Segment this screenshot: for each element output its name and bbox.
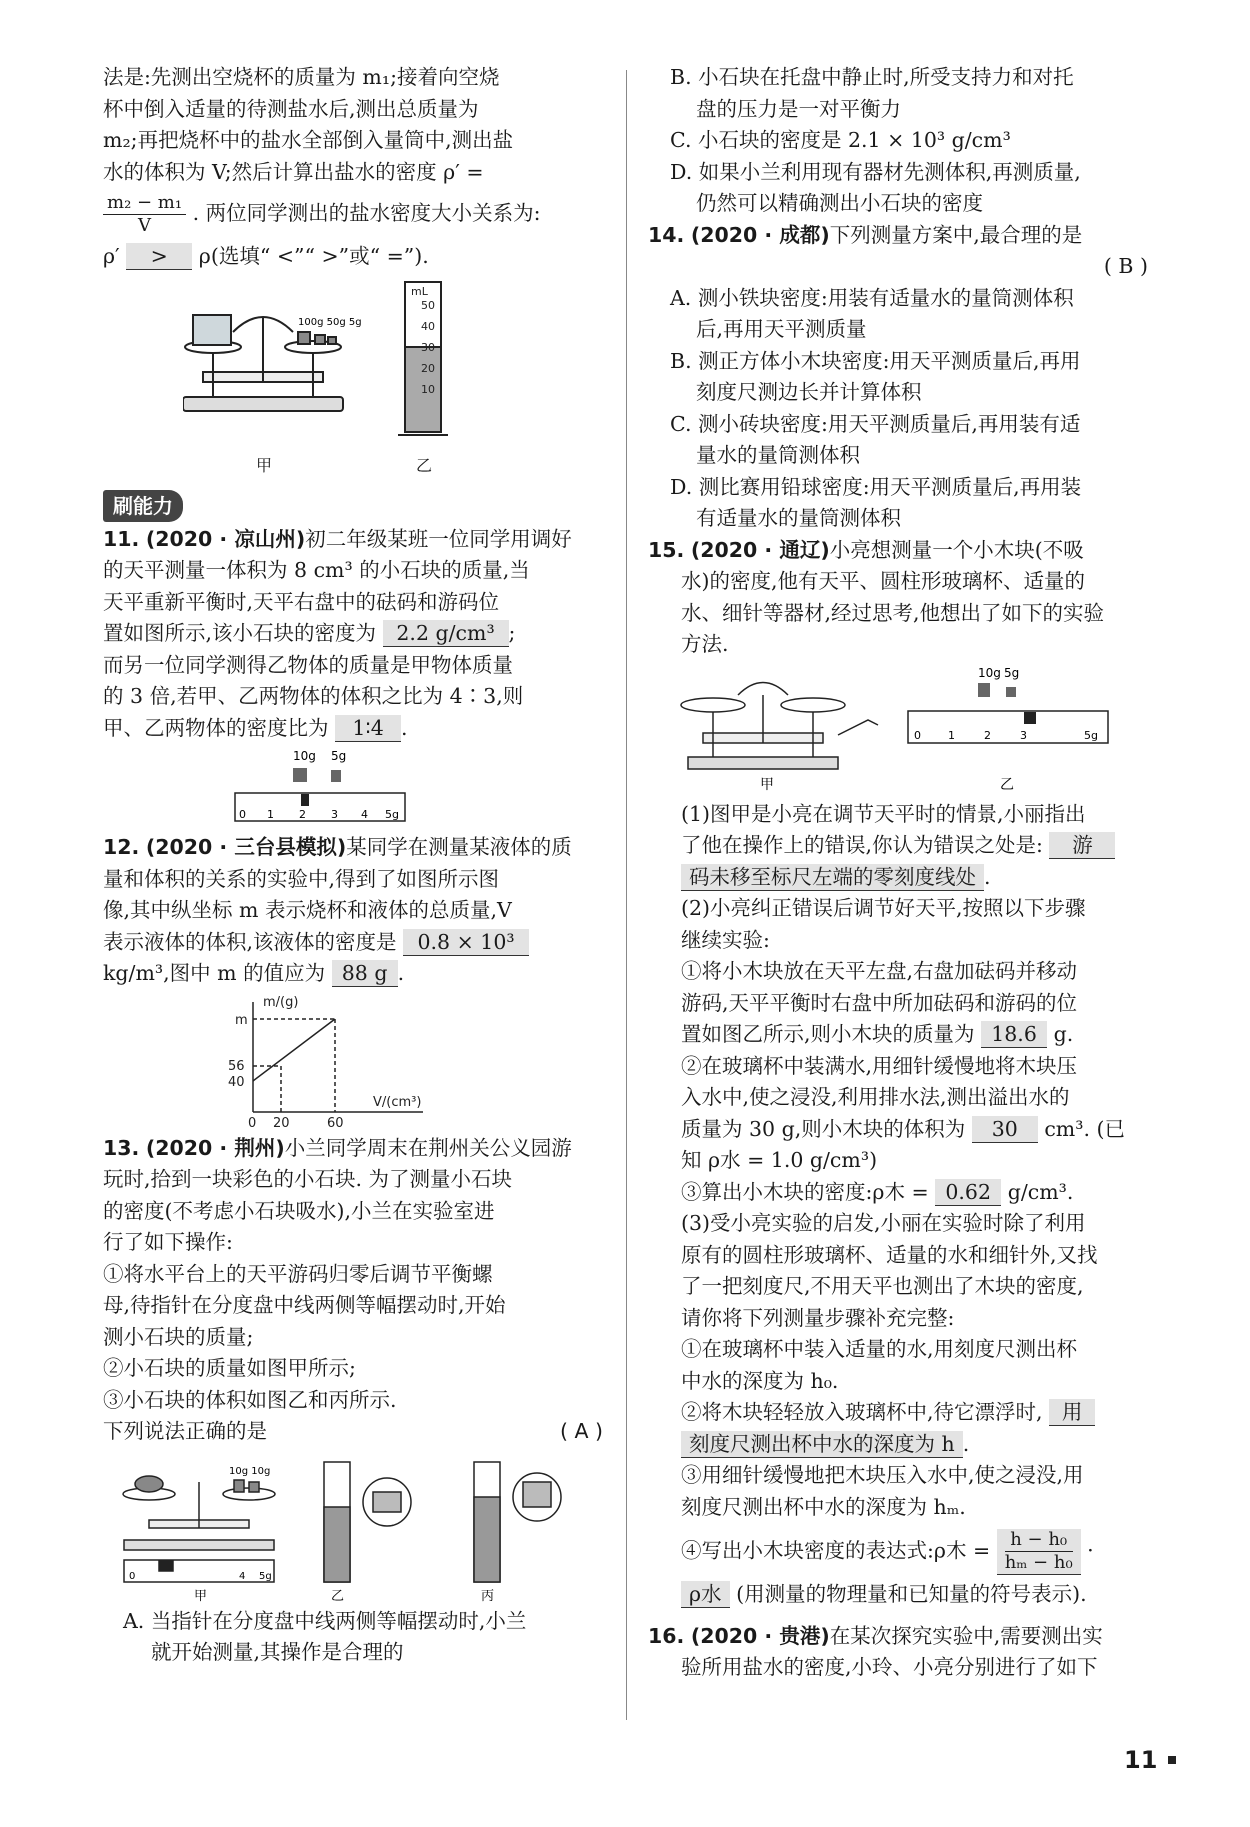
data-line — [253, 1019, 335, 1081]
q13-ask: 下列说法正确的是 ( A ) — [103, 1416, 603, 1448]
q14-line: 14. (2020 · 成都)下列测量方案中,最合理的是 — [648, 222, 1083, 247]
q13-option-a: A. 当指针在分度盘中线两侧等幅摆动时,小兰 — [123, 1608, 527, 1633]
weight-10g — [978, 683, 990, 697]
svg-text:5g: 5g — [385, 808, 399, 821]
q13-line: 的密度(不考虑小石块吸水),小兰在实验室进 — [103, 1198, 495, 1223]
choice-answer: ( A ) — [559, 1419, 603, 1443]
q11-line: 甲、乙两物体的密度比为 1∶4 . — [103, 715, 408, 740]
cylinder-bing — [474, 1462, 561, 1582]
answer-blank: 用 — [1049, 1399, 1095, 1426]
svg-text:30: 30 — [421, 340, 435, 354]
q15-part3: 刻度尺测出杯中水的深度为 hₘ. — [681, 1494, 966, 1519]
svg-text:4: 4 — [239, 1570, 246, 1582]
page-number: 11 — [1124, 1746, 1158, 1774]
q15-part3: 了一把刻度尺,不用天平也测出了木块的密度, — [681, 1274, 1084, 1298]
answer-blank: 30 — [972, 1116, 1038, 1143]
answer-blank: > — [126, 243, 192, 270]
q15-part1: 了他在操作上的错误,你认为错误之处是: 游 — [648, 830, 1148, 862]
weight-5g — [331, 770, 341, 782]
q15-part2: 置如图乙所示,则小木块的质量为 18.6 g. — [681, 1022, 1074, 1046]
rider-scale — [235, 793, 405, 821]
svg-text:0: 0 — [129, 1570, 136, 1582]
svg-text:20: 20 — [421, 361, 435, 375]
svg-text:10g 10g: 10g 10g — [229, 1465, 271, 1477]
y-tick: 56 — [228, 1058, 245, 1074]
q15-part2: 入水中,使之浸没,利用排水法,测出溢出水的 — [681, 1085, 1070, 1109]
q11-line: 天平重新平衡时,天平右盘中的砝码和游码位 — [103, 589, 500, 614]
q14-option: B. 测正方体小木块密度:用天平测质量后,再用 — [670, 348, 1081, 373]
q15-part3: 原有的圆柱形玻璃杯、适量的水和细针外,又找 — [681, 1242, 1098, 1267]
q15-part2: 质量为 30 g,则小木块的体积为 30 cm³. (已 — [681, 1116, 1125, 1141]
q15-part2: ②在玻璃杯中装满水,用细针缓慢地将木块压 — [681, 1053, 1078, 1078]
q14-option: A. 测小铁块密度:用装有适量水的量筒测体积 — [670, 285, 1074, 310]
balance-figure — [681, 682, 878, 769]
answer-blank: 2.2 g/cm³ — [383, 620, 509, 647]
page-marker — [1168, 1756, 1176, 1764]
svg-text:50: 50 — [421, 298, 435, 312]
svg-text:甲: 甲 — [194, 1588, 208, 1602]
weight-5g — [1006, 687, 1016, 697]
rider-scale — [908, 711, 1108, 743]
q11-line: 的天平测量一体积为 8 cm³ 的小石块的质量,当 — [103, 558, 530, 582]
q12-line: kg/m³,图中 m 的值应为 88 g . — [103, 961, 405, 985]
q14-option: 刻度尺测边长并计算体积 — [696, 380, 922, 404]
q14-option: C. 测小砖块密度:用天平测质量后,再用装有适 — [670, 411, 1081, 436]
svg-text:1: 1 — [267, 808, 274, 821]
q15-part3: 中水的深度为 h₀. — [681, 1368, 839, 1393]
svg-text:丙: 丙 — [481, 1588, 495, 1602]
q16-line: 验所用盐水的密度,小玲、小亮分别进行了如下 — [681, 1655, 1098, 1679]
cylinder-yi — [324, 1462, 411, 1582]
q13-line: ②小石块的质量如图甲所示; — [103, 1356, 356, 1380]
balance-figure — [183, 315, 343, 411]
label-jia: 甲 — [256, 455, 273, 475]
svg-text:5g: 5g — [1084, 728, 1098, 742]
q11-line: 11. (2020 · 凉山州)初二年级某班一位同学用调好 — [103, 526, 572, 551]
answer-blank: 88 g — [332, 960, 398, 987]
q14-option: 后,再用天平测质量 — [696, 317, 867, 341]
left-column — [103, 62, 603, 1669]
q11-line: 的 3 倍,若甲、乙两物体的体积之比为 4∶3,则 — [103, 684, 524, 708]
svg-text:3: 3 — [331, 808, 338, 821]
x-tick: 20 — [273, 1115, 290, 1129]
q12-line: 表示液体的体积,该液体的密度是 0.8 × 10³ — [103, 927, 603, 959]
q15-line: 水)的密度,他有天平、圆柱形玻璃杯、适量的 — [681, 569, 1086, 593]
q15-part2: ①将小木块放在天平左盘,右盘加砝码并移动 — [681, 959, 1078, 983]
q13-line: 行了如下操作: — [103, 1230, 233, 1254]
figure-q15 — [678, 665, 1148, 795]
answer-blank: 0.8 × 10³ — [403, 929, 529, 956]
q13-option: 仍然可以精确测出小石块的密度 — [696, 191, 983, 215]
answer-blank: 1∶4 — [335, 715, 401, 742]
q15-part3: ρ水 (用测量的物理量和已知量的符号表示). — [648, 1579, 1148, 1611]
weight-label: 5g — [1004, 665, 1020, 680]
q15-part2: 继续实验: — [681, 927, 770, 952]
q15-part3: ①在玻璃杯中装入适量的水,用刻度尺测出杯 — [681, 1337, 1078, 1361]
figure-q12-graph — [213, 994, 453, 1129]
svg-text:100g 50g 5g: 100g 50g 5g — [298, 316, 362, 328]
column-divider — [626, 70, 627, 1720]
figure-labels — [103, 456, 603, 482]
right-column — [648, 62, 1148, 1684]
q12-line: 像,其中纵坐标 m 表示烧杯和液体的总质量,V — [103, 898, 512, 922]
answer-blank: 18.6 — [981, 1021, 1047, 1048]
intro-line: 水的体积为 V;然后计算出盐水的密度 ρ′ = — [103, 159, 484, 184]
answer-fraction: $\frac{\text{h − h₀}}{\text{hₘ − h₀}}$ — [997, 1529, 1081, 1575]
q13-option-a: 就开始测量,其操作是合理的 — [151, 1640, 404, 1664]
q15-part3: ②将木块轻轻放入玻璃杯中,待它漂浮时, 用 — [648, 1397, 1148, 1429]
q15-line: 方法. — [681, 632, 729, 656]
intro-line: 法是:先测出空烧杯的质量为 m₁;接着向空烧 — [103, 65, 500, 89]
svg-text:2: 2 — [984, 728, 991, 742]
figure-q10 — [183, 277, 623, 452]
q12-line: 量和体积的关系的实验中,得到了如图所示图 — [103, 866, 500, 891]
q13-line: ③小石块的体积如图乙和丙所示. — [103, 1387, 397, 1412]
section-tag: 刷能力 — [103, 490, 183, 522]
answer-blank: 刻度尺测出杯中水的深度为 h — [681, 1431, 963, 1458]
q15-part2: ③算出小木块的密度:ρ木 = 0.62 g/cm³. — [681, 1179, 1074, 1204]
q11-line: 而另一位同学测得乙物体的质量是甲物体质量 — [103, 652, 513, 677]
svg-text:mL: mL — [411, 284, 428, 298]
figure-q11-ruler — [233, 748, 413, 828]
x-tick: 60 — [327, 1115, 344, 1129]
q14-option: D. 测比赛用铅球密度:用天平测质量后,再用装 — [670, 474, 1082, 499]
q13-line: 测小石块的质量; — [103, 1324, 254, 1349]
svg-text:0: 0 — [914, 728, 921, 742]
q13-option: D. 如果小兰利用现有器材先测体积,再测质量, — [670, 159, 1081, 184]
fraction: $\frac{\text{m₂ − m₁}}{V}$ — [103, 192, 186, 237]
density-formula: $\frac{\text{m₂ − m₁}}{V}$ . 两位同学测出的盐水密度大小关系为: — [103, 192, 603, 237]
figure-q13 — [119, 1452, 579, 1602]
answer-blank: 0.62 — [935, 1179, 1001, 1206]
q12-line: 12. (2020 · 三台县模拟)某同学在测量某液体的质 — [103, 835, 572, 859]
q15-part3: ④写出小木块密度的表达式:ρ木 = $\frac{\text{h − h₀}}{\text{hₘ − h₀}}$ · — [681, 1529, 1094, 1573]
choice-answer: ( B ) — [1103, 254, 1148, 278]
q15-part3: 刻度尺测出杯中水的深度为 h . — [648, 1429, 1148, 1461]
svg-text:1: 1 — [948, 728, 955, 742]
compare-line: ρ′ > ρ(选填“ <”“ >”或“ =”). — [103, 244, 429, 268]
x-tick: 0 — [248, 1115, 257, 1129]
q15-line: 水、细针等器材,经过思考,他想出了如下的实验 — [681, 600, 1105, 625]
q14-option: 量水的量筒测体积 — [696, 443, 860, 467]
q15-part3: ③用细针缓慢地把木块压入水中,使之浸没,用 — [681, 1463, 1084, 1487]
q13-line: ①将水平台上的天平游码归零后调节平衡螺 — [103, 1261, 493, 1286]
svg-text:10: 10 — [421, 382, 435, 396]
answer-blank: 游 — [1049, 832, 1115, 859]
q14-option: 有适量水的量筒测体积 — [696, 506, 901, 530]
svg-text:乙: 乙 — [1000, 776, 1014, 793]
q13-option: C. 小石块的密度是 2.1 × 10³ g/cm³ — [670, 128, 1011, 152]
q15-part1: (1)图甲是小亮在调节天平时的情景,小丽指出 — [681, 801, 1086, 826]
x-axis-label: V/(cm³) — [373, 1094, 422, 1110]
y-tick: 40 — [228, 1074, 245, 1090]
y-tick: m — [235, 1012, 248, 1028]
intro-line: m₂;再把烧杯中的盐水全部倒入量筒中,测出盐 — [103, 128, 514, 152]
q13-line: 13. (2020 · 荆州)小兰同学周末在荆州关公义园游 — [103, 1135, 572, 1160]
intro-line: 杯中倒入适量的待测盐水后,测出总质量为 — [103, 96, 479, 121]
q13-line: 玩时,拾到一块彩色的小石块. 为了测量小石块 — [103, 1167, 513, 1191]
q15-part3: 请你将下列测量步骤补充完整: — [681, 1305, 955, 1330]
answer-blank: 码未移至标尺左端的零刻度线处 — [681, 864, 984, 891]
weight-10g — [293, 768, 307, 782]
q13-line: 母,待指针在分度盘中线两侧等幅摆动时,开始 — [103, 1293, 506, 1317]
svg-text:甲: 甲 — [760, 776, 774, 793]
q15-part1: 码未移至标尺左端的零刻度线处 . — [648, 862, 1148, 894]
q11-line: 置如图所示,该小石块的密度为 2.2 g/cm³ ; — [103, 621, 516, 645]
q16-line: 16. (2020 · 贵港)在某次探究实验中,需要测出实 — [648, 1623, 1103, 1648]
svg-text:2: 2 — [299, 808, 306, 821]
q15-part2: 游码,天平平衡时右盘中所加砝码和游码的位 — [681, 990, 1078, 1015]
answer-blank: ρ水 — [681, 1581, 730, 1608]
rider — [301, 794, 309, 806]
svg-text:乙: 乙 — [331, 1588, 345, 1602]
q15-part3: (3)受小亮实验的启发,小丽在实验时除了利用 — [681, 1211, 1086, 1235]
svg-text:0: 0 — [239, 808, 246, 821]
svg-text:5g: 5g — [259, 1570, 272, 1582]
q14-choice — [648, 251, 1148, 283]
q15-line: 15. (2020 · 通辽)小亮想测量一个小木块(不吸 — [648, 537, 1084, 562]
weight-label: 10g — [293, 749, 316, 763]
svg-text:3: 3 — [1020, 728, 1027, 742]
svg-text:4: 4 — [361, 808, 368, 821]
rider — [1024, 712, 1036, 724]
weight-label: 5g — [331, 749, 347, 763]
y-axis-label: m/(g) — [263, 994, 299, 1010]
q15-part2: (2)小亮纠正错误后调节好天平,按照以下步骤 — [681, 896, 1086, 920]
svg-text:40: 40 — [421, 319, 435, 333]
balance-figure — [123, 1476, 275, 1582]
q15-part2: 知 ρ水 = 1.0 g/cm³) — [681, 1148, 878, 1172]
weight-label: 10g — [978, 665, 1001, 680]
label-yi: 乙 — [416, 455, 433, 475]
q13-option: 盘的压力是一对平衡力 — [696, 96, 901, 121]
q13-option: B. 小石块在托盘中静止时,所受支持力和对托 — [670, 65, 1074, 89]
